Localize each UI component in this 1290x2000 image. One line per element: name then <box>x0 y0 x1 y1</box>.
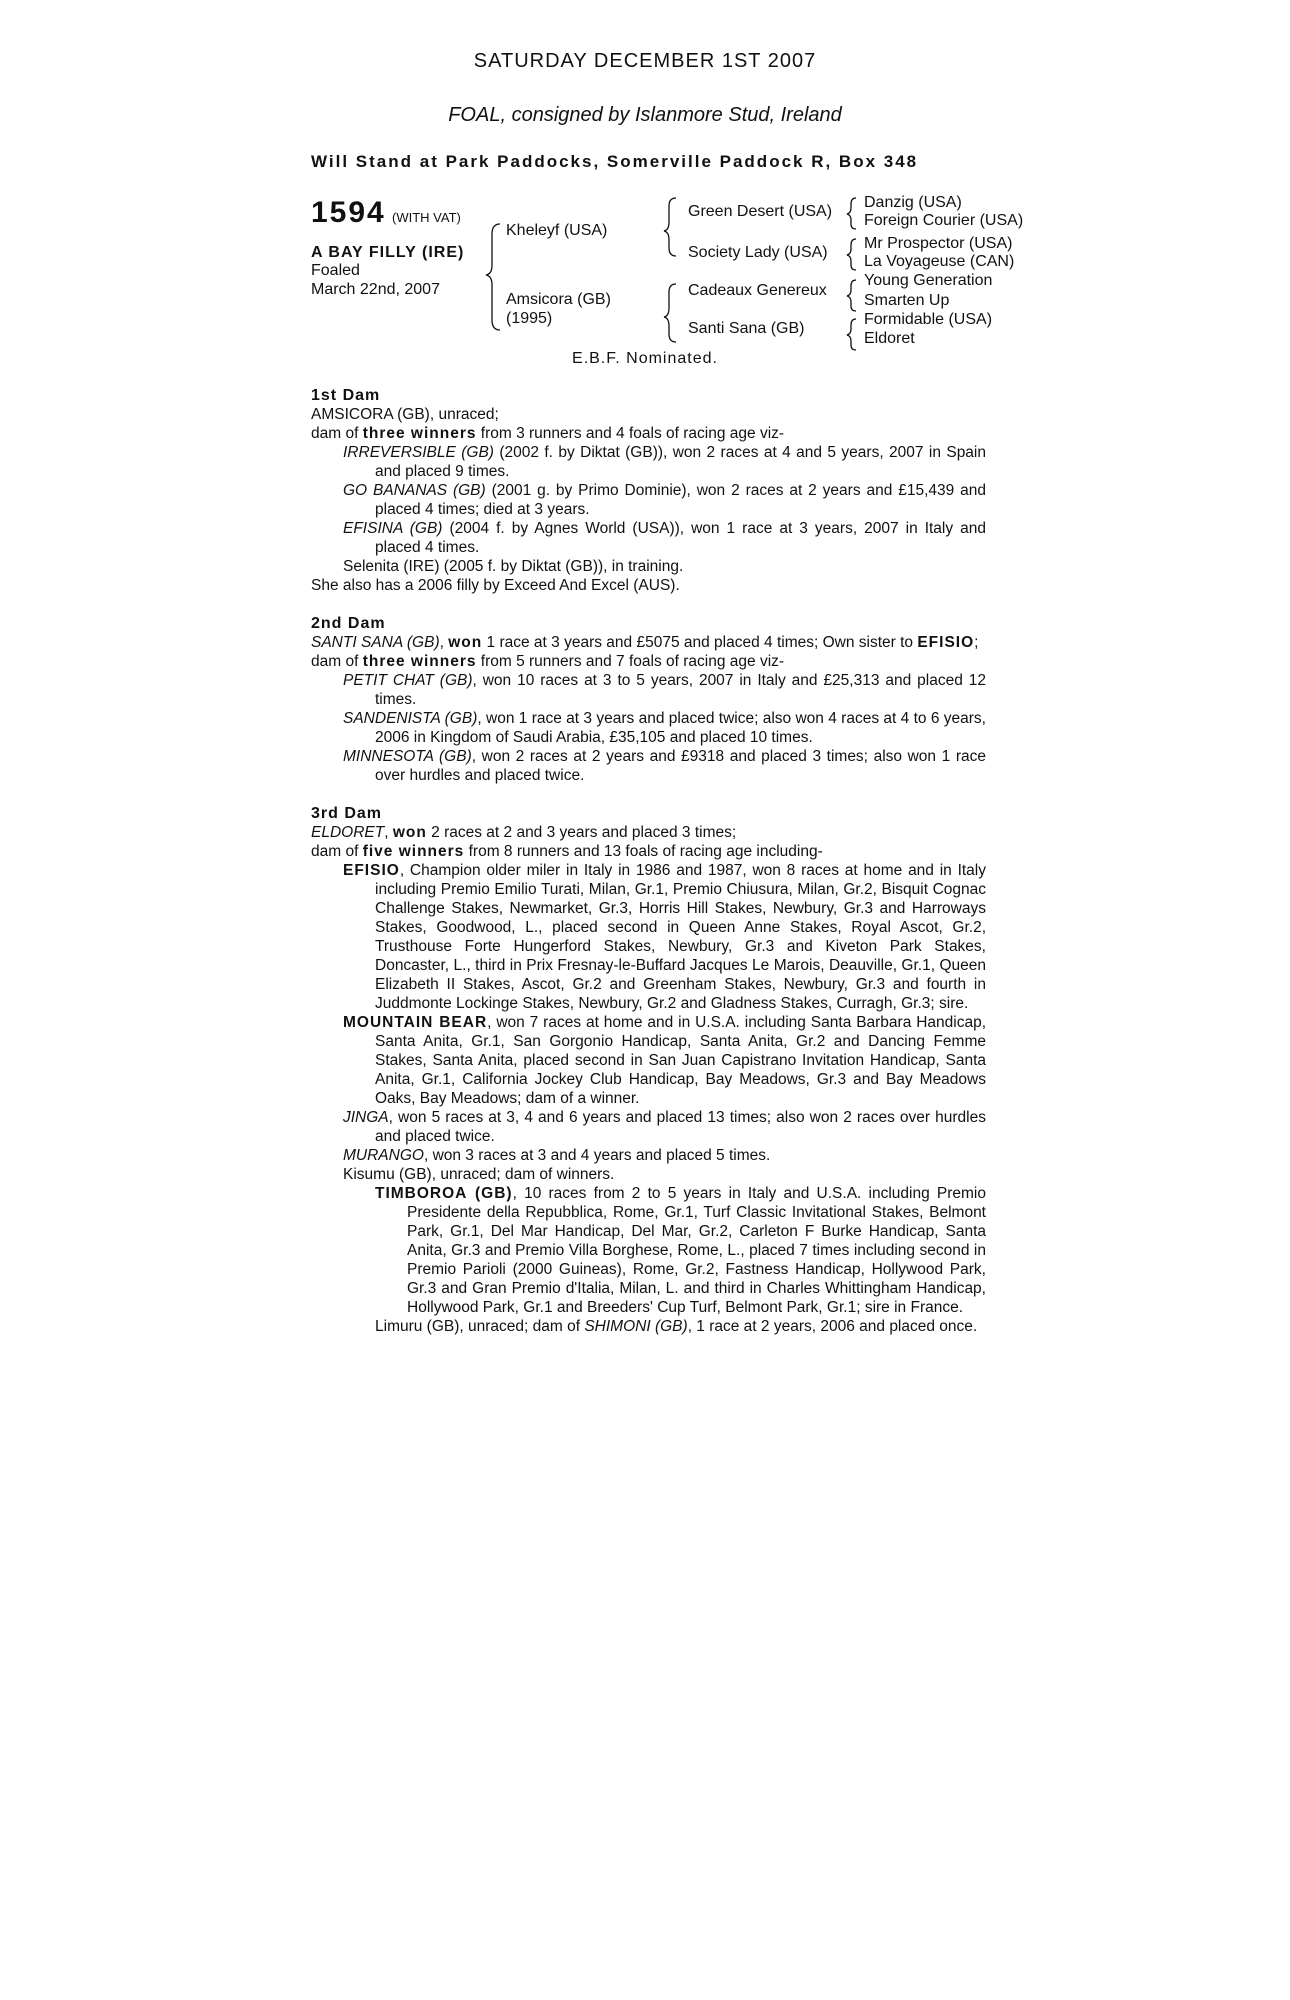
foaled-label: Foaled <box>311 262 360 279</box>
first-dam-produce-4: Selenita (IRE) (2005 f. by Diktat (GB)), in training. <box>343 558 684 575</box>
second-dam-summary: dam of three winners from 5 runners and 7 foals of racing age viz- <box>311 653 785 670</box>
pedigree-sire: Kheleyf (USA) <box>506 222 608 239</box>
first-dam-name: AMSICORA (GB), unraced; <box>311 406 499 423</box>
third-dam-mountain-bear: MOUNTAIN BEAR, won 7 races at home and in U.S.A. including Santa Barbara Handicap, Santa Anita, Gr.1, San Gorgonio Handicap, Santa Anita, Gr.2 and Dancing Femme Stakes, Santa Anita, placed second in San Juan Capistrano Invitation Handicap, Santa Anita, Gr.1, California Jockey Club Handicap, Bay Meadows, Gr.3 and Bay Meadows Oaks, Bay Meadows; dam of a winner. <box>343 1014 987 1107</box>
first-dam-produce-2: GO BANANAS (GB) (2001 g. by Primo Dominie), won 2 races at 2 years and £15,439 and placed 4 times; died at 3 years. <box>343 482 986 518</box>
pedigree-g2: Foreign Courier (USA) <box>864 212 1024 229</box>
pedigree-dam-dam: Santi Sana (GB) <box>688 320 805 337</box>
second-dam-produce-1: PETIT CHAT (GB), won 10 races at 3 to 5 years, 2007 in Italy and £25,313 and placed 12 times. <box>343 672 986 708</box>
lot-vat: (WITH VAT) <box>392 210 461 225</box>
second-dam-produce-2: SANDENISTA (GB), won 1 race at 3 years and placed twice; also won 4 races at 4 to 6 years, 2006 in Kingdom of Saudi Arabia, £35,105 and placed 10 times. <box>343 710 986 746</box>
first-dam-footer: She also has a 2006 filly by Exceed And Excel (AUS). <box>311 577 680 594</box>
lot-description: A BAY FILLY (IRE) <box>311 244 465 261</box>
dam-sections <box>311 386 986 1336</box>
third-dam-title: 3rd Dam <box>311 805 383 822</box>
second-dam-name-line: SANTI SANA (GB), won 1 race at 3 years and £5075 and placed 4 times; Own sister to EFISIO; <box>311 634 979 651</box>
third-dam-kisumu: Kisumu (GB), unraced; dam of winners. <box>343 1166 615 1183</box>
pedigree-sire-sire: Green Desert (USA) <box>688 203 833 220</box>
pedigree-dam-year: (1995) <box>506 310 553 327</box>
foaled-date: March 22nd, 2007 <box>311 281 440 298</box>
pedigree-g4: La Voyageuse (CAN) <box>864 253 1015 270</box>
third-dam-name-line: ELDORET, won 2 races at 2 and 3 years and placed 3 times; <box>311 824 737 841</box>
third-dam-murango: MURANGO, won 3 races at 3 and 4 years and placed 5 times. <box>343 1147 771 1164</box>
lot-number: 1594 <box>311 196 386 229</box>
pedigree-g3: Mr Prospector (USA) <box>864 235 1013 252</box>
third-dam-efisio: EFISIO, Champion older miler in Italy in 1986 and 1987, won 8 races at home and in Italy including Premio Emilio Turati, Milan, Gr.1, Premio Chiusura, Milan, Gr.2, Bisquit Cognac Challenge Stakes, Newmarket, Gr.3, Horris Hill Stakes, Newbury, Gr.3 and Harroways Stakes, Goodwood, L., placed second in Queen Anne Stakes, Royal Ascot, Gr.2, Trusthouse Forte Hungerford Stakes, Newbury, Gr.3 and Kiveton Park Stakes, Doncaster, L., third in Prix Fresnay-le-Buffard Jacques Le Marois, Deauville, Gr.1, Queen Elizabeth II Stakes, Ascot, Gr.2 and Greenham Stakes, Newbury, Gr.3 and fourth in Juddmonte Lockinge Stakes, Newbury, Gr.2 and Gladness Stakes, Curragh, Gr.3; sire. <box>343 862 986 1012</box>
pedigree-g5: Young Generation <box>864 272 993 289</box>
pedigree-g8: Eldoret <box>864 330 915 347</box>
first-dam-summary: dam of three winners from 3 runners and 4 foals of racing age viz- <box>311 425 785 442</box>
stand-location: Will Stand at Park Paddocks, Somerville Paddock R, Box 348 <box>311 152 919 171</box>
third-dam-limuru: Limuru (GB), unraced; dam of SHIMONI (GB), 1 race at 2 years, 2006 and placed once. <box>375 1318 978 1335</box>
first-dam-produce-3: EFISINA (GB) (2004 f. by Agnes World (USA)), won 1 race at 3 years, 2007 in Italy and placed 4 times. <box>343 520 986 556</box>
pedigree-dam: Amsicora (GB) <box>506 291 611 308</box>
pedigree-g7: Formidable (USA) <box>864 311 993 328</box>
pedigree-g1: Danzig (USA) <box>864 194 962 211</box>
consignment-line: FOAL, consigned by Islanmore Stud, Ireland <box>448 104 842 126</box>
pedigree-sire-dam: Society Lady (USA) <box>688 244 828 261</box>
second-dam-produce-3: MINNESOTA (GB), won 2 races at 2 years and £9318 and placed 3 times; also won 1 race over hurdles and placed twice. <box>343 748 986 784</box>
pedigree-g6: Smarten Up <box>864 292 950 309</box>
ebf-nominated: E.B.F. Nominated. <box>572 350 718 367</box>
pedigree-dam-sire: Cadeaux Genereux <box>688 282 827 299</box>
second-dam-title: 2nd Dam <box>311 615 386 632</box>
first-dam-title: 1st Dam <box>311 387 381 404</box>
third-dam-timboroa: TIMBOROA (GB), 10 races from 2 to 5 years in Italy and U.S.A. including Premio Presidente della Repubblica, Rome, Gr.1, Turf Classic Invitational Stakes, Belmont Park, Gr.1, Del Mar Handicap, Del Mar, Gr.2, Carleton F Burke Handicap, Santa Anita, Gr.3 and Premio Villa Borghese, Rome, L., placed 7 times including second in Premio Parioli (2000 Guineas), Rome, Gr.2, Fastness Handicap, Hollywood Park, Gr.3 and Gran Premio d'Italia, Milan, L. and third in Charles Whittingham Handicap, Hollywood Park, Gr.1 and Breeders' Cup Turf, Belmont Park, Gr.1; sire in France. <box>375 1185 986 1316</box>
first-dam-produce-1: IRREVERSIBLE (GB) (2002 f. by Diktat (GB)), won 2 races at 4 and 5 years, 2007 in Spain and placed 9 times. <box>343 444 986 480</box>
third-dam-summary: dam of five winners from 8 runners and 13 foals of racing age including- <box>311 843 823 860</box>
pedigree-braces <box>0 0 1290 400</box>
third-dam-jinga: JINGA, won 5 races at 3, 4 and 6 years and placed 13 times; also won 2 races over hurdles and placed twice. <box>343 1109 986 1145</box>
sale-date: SATURDAY DECEMBER 1ST 2007 <box>473 50 817 72</box>
